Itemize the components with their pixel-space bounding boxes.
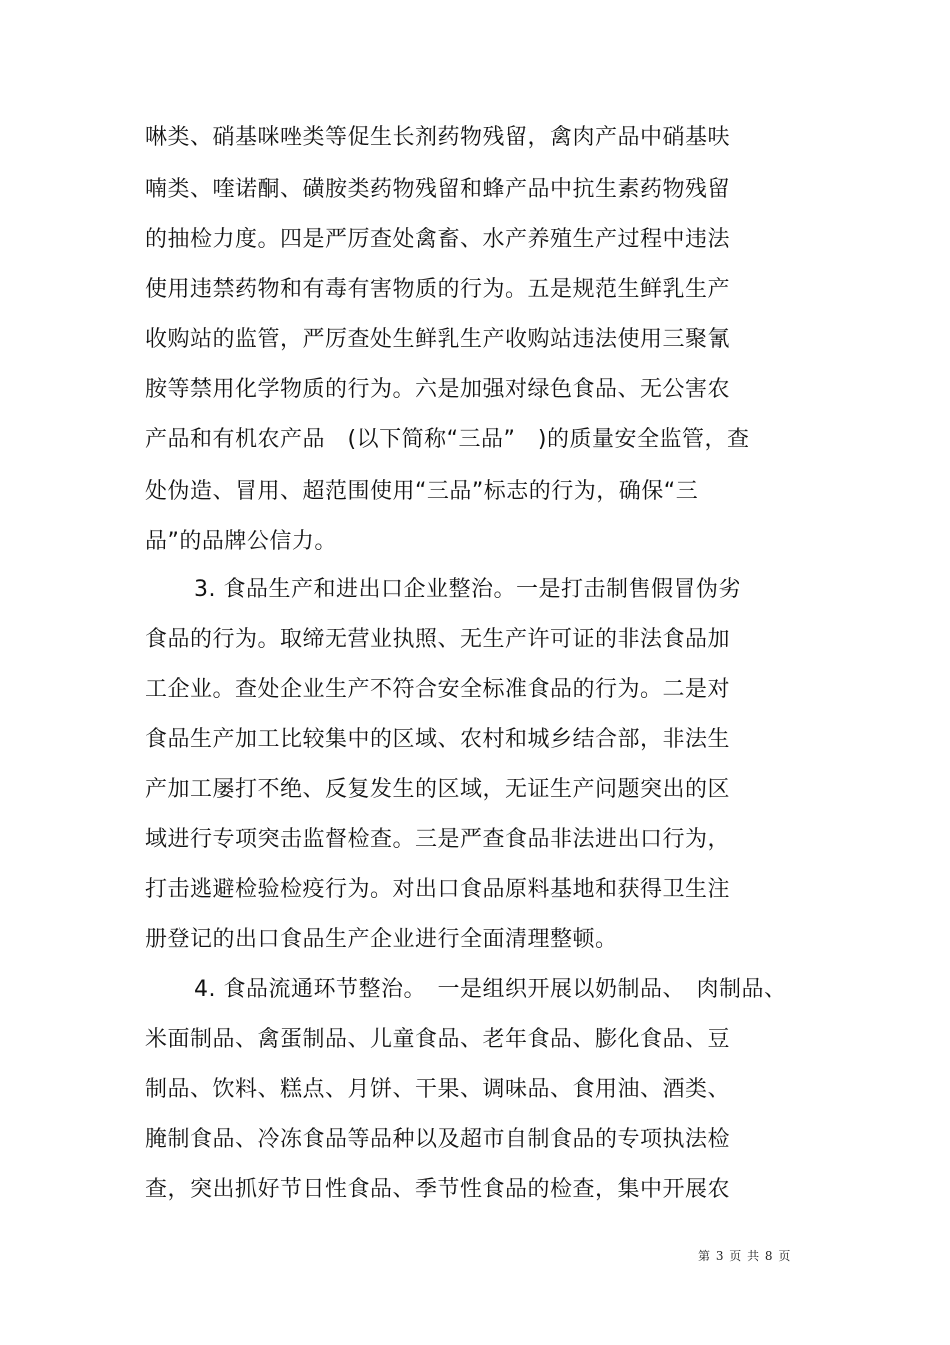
text-line-2: 喃类、喹诺酮、磺胺类药物残留和蜂产品中抗生素药物残留 — [145, 177, 731, 202]
text-line-8: 处伪造、冒用、超范围使用“三品”标志的行为，确保“三 — [145, 479, 699, 504]
text-line-15: 域进行专项突击监督检查。三是严查食品非法进出口行为， — [145, 827, 731, 852]
page-number-footer: 第 3 页 共 8 页 — [698, 1249, 792, 1263]
text-line-11: 食品的行为。取缔无营业执照、无生产许可证的非法食品加 — [145, 627, 731, 652]
text-line-5: 收购站的监管，严厉查处生鲜乳生产收购站违法使用三聚氰 — [145, 327, 731, 352]
text-line-16: 打击逃避检验检疫行为。对出口食品原料基地和获得卫生注 — [145, 877, 731, 902]
text-line-22: 查，突出抓好节日性食品、季节性食品的检查，集中开展农 — [145, 1177, 731, 1202]
text-line-17: 册登记的出口食品生产企业进行全面清理整顿。 — [145, 927, 618, 952]
text-line-20: 制品、饮料、糕点、月饼、干果、调味品、食用油、酒类、 — [145, 1077, 731, 1102]
text-line-18: 4. 食品流通环节整治。 一是组织开展以奶制品、 肉制品、 — [194, 977, 787, 1002]
text-line-9: 品”的品牌公信力。 — [145, 529, 337, 554]
text-line-1: 啉类、硝基咪唑类等促生长剂药物残留，禽肉产品中硝基呋 — [145, 125, 731, 150]
text-line-3: 的抽检力度。四是严厉查处禽畜、水产养殖生产过程中违法 — [145, 227, 731, 252]
text-line-14: 产加工屡打不绝、反复发生的区域，无证生产问题突出的区 — [145, 777, 731, 802]
text-line-4: 使用违禁药物和有毒有害物质的行为。五是规范生鲜乳生产 — [145, 277, 731, 302]
text-line-12: 工企业。查处企业生产不符合安全标准食品的行为。二是对 — [145, 677, 731, 702]
text-line-6: 胺等禁用化学物质的行为。六是加强对绿色食品、无公害农 — [145, 377, 731, 402]
text-line-21: 腌制食品、冷冻食品等品种以及超市自制食品的专项执法检 — [145, 1127, 731, 1152]
text-line-10: 3. 食品生产和进出口企业整治。一是打击制售假冒伪劣 — [194, 577, 741, 602]
text-line-19: 米面制品、禽蛋制品、儿童食品、老年食品、膨化食品、豆 — [145, 1027, 731, 1052]
text-line-7: 产品和有机农产品 (以下简称“三品” )的质量安全监管，查 — [145, 427, 750, 452]
text-line-13: 食品生产加工比较集中的区域、农村和城乡结合部，非法生 — [145, 727, 731, 752]
